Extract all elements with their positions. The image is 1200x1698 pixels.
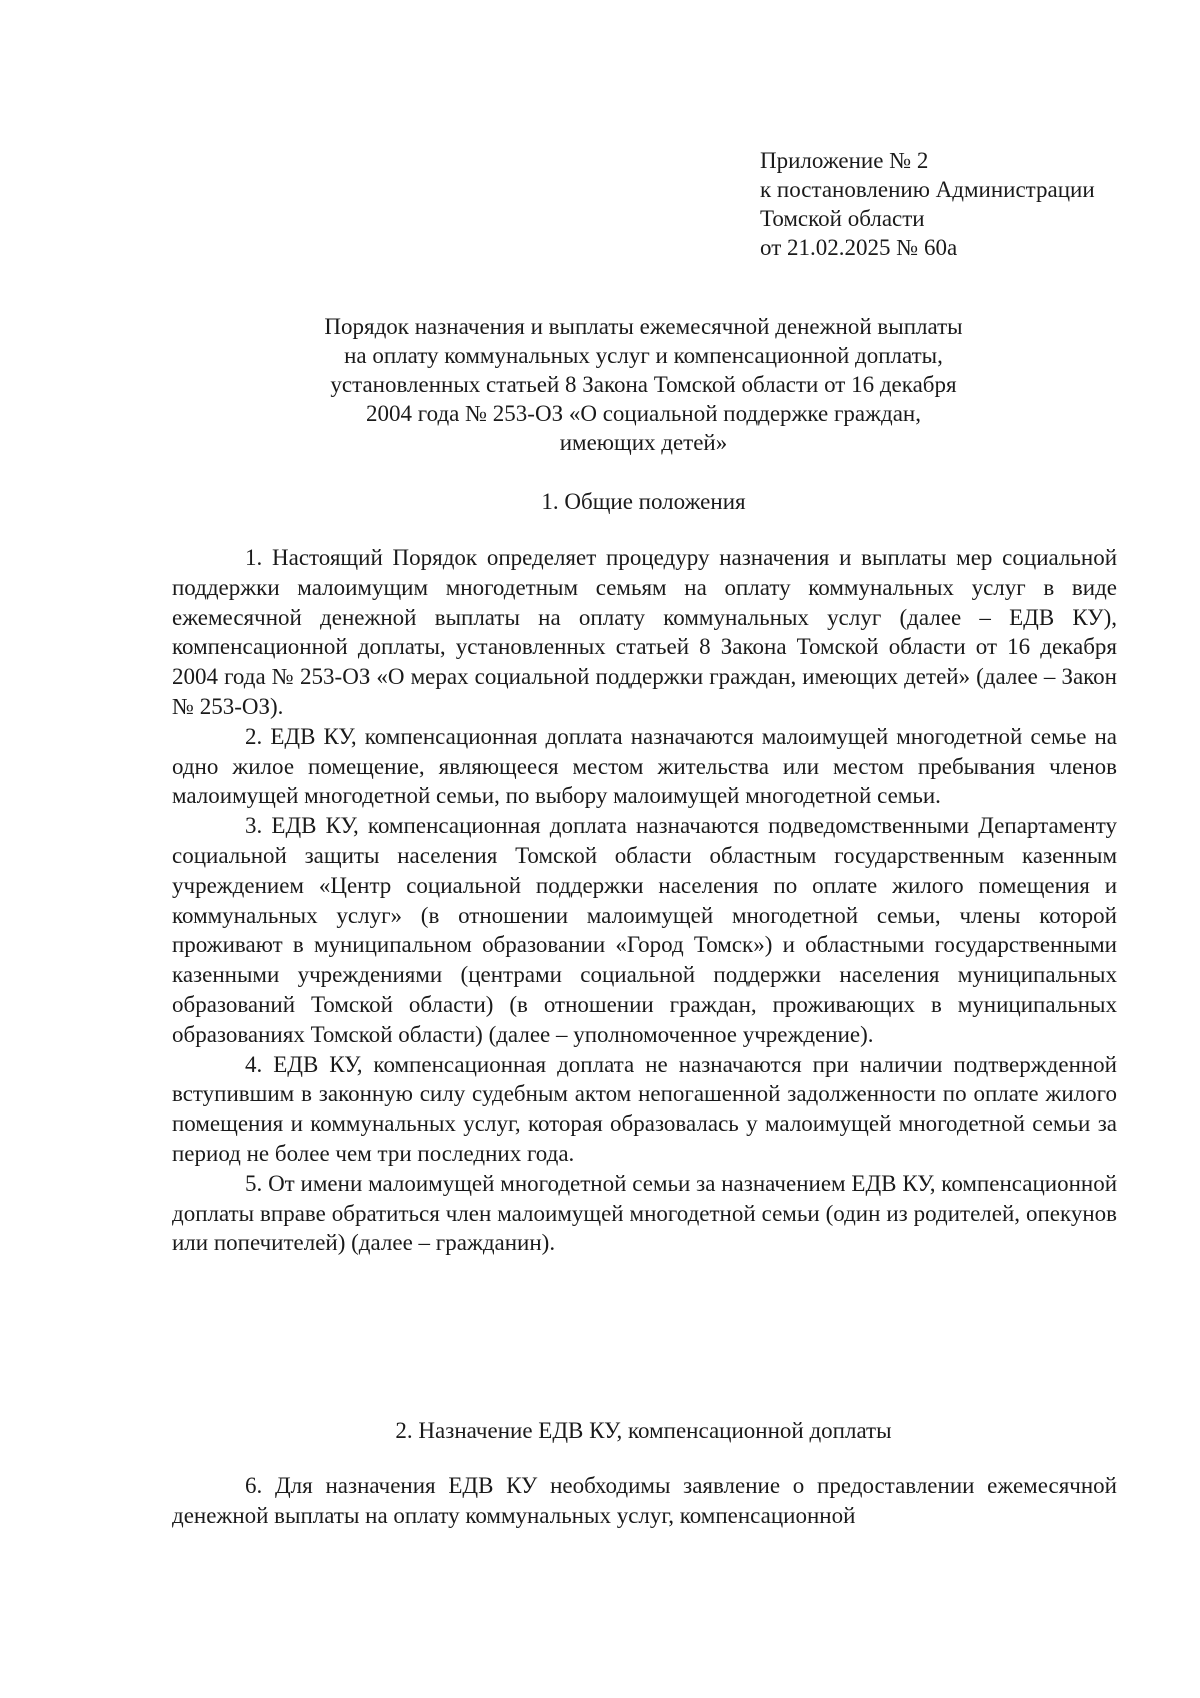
section-heading-general: 1. Общие положения	[541, 489, 746, 514]
appendix-date: от 21.02.2025 № 60а	[760, 235, 958, 260]
appendix-region: Томской области	[760, 206, 925, 231]
paragraph-6: 6. Для назначения ЕДВ КУ необходимы заявление о предоставлении ежемесячной денежной выплаты на оплату коммунальных услуг, компенсационной	[172, 1473, 1117, 1528]
paragraph-1: 1. Настоящий Порядок определяет процедуру назначения и выплаты мер социальной поддержки малоимущим многодетным семьям на оплату коммунальных услуг в виде ежемесячной денежной выплаты на оплату коммунальных услуг (далее – ЕДВ КУ), компенсационной доплаты, установленных статьей 8 Закона Томской области от 16 декабря 2004 года № 253-ОЗ «О мерах социальной поддержки граждан, имеющих детей» (далее – Закон № 253-ОЗ).	[172, 545, 1117, 719]
title-line: имеющих детей»	[559, 430, 728, 455]
paragraph-5: 5. От имени малоимущей многодетной семьи за назначением ЕДВ КУ, компенсационной доплаты вправе обратиться член малоимущей многодетной семьи (один из родителей, опекунов или попечителей) (далее – гражданин).	[172, 1170, 1117, 1256]
section-heading-assignment: 2. Назначение ЕДВ КУ, компенсационной доплаты	[395, 1418, 892, 1443]
document-title	[170, 312, 1117, 457]
appendix-decree: к постановлению Администрации	[760, 177, 1095, 202]
appendix-number: Приложение № 2	[760, 148, 929, 173]
section-body-general	[172, 543, 1117, 1258]
paragraph-2: 2. ЕДВ КУ, компенсационная доплата назначаются малоимущей многодетной семье на одно жилое помещение, являющееся местом жительства или местом пребывания членов малоимущей многодетной семьи, по выбору малоимущей многодетной семьи.	[172, 723, 1117, 809]
title-line: 2004 года № 253-ОЗ «О социальной поддержке граждан,	[366, 401, 921, 426]
paragraph-4: 4. ЕДВ КУ, компенсационная доплата не назначаются при наличии подтвержденной вступившим в законную силу судебным актом непогашенной задолженности по оплате жилого помещения и коммунальных услуг, которая образовалась у малоимущей многодетной семьи за период не более чем три последних года.	[172, 1051, 1117, 1166]
title-line: установленных статьей 8 Закона Томской области от 16 декабря	[330, 372, 957, 397]
appendix-block	[760, 146, 1095, 262]
title-line: на оплату коммунальных услуг и компенсационной доплаты,	[344, 343, 943, 368]
section-body-assignment	[172, 1471, 1117, 1531]
paragraph-3: 3. ЕДВ КУ, компенсационная доплата назначаются подведомственными Департаменту социальной защиты населения Томской области областным государственным казенным учреждением «Центр социальной поддержки населения по оплате жилого помещения и коммунальных услуг» (в отношении малоимущей многодетной семьи, члены которой проживают в муниципальном образовании «Город Томск») и областными государственными казенными учреждениями (центрами социальной поддержки населения муниципальных образований Томской области) (в отношении граждан, проживающих в муниципальных образованиях Томской области) (далее – уполномоченное учреждение).	[172, 813, 1117, 1047]
title-line: Порядок назначения и выплаты ежемесячной денежной выплаты	[324, 314, 963, 339]
